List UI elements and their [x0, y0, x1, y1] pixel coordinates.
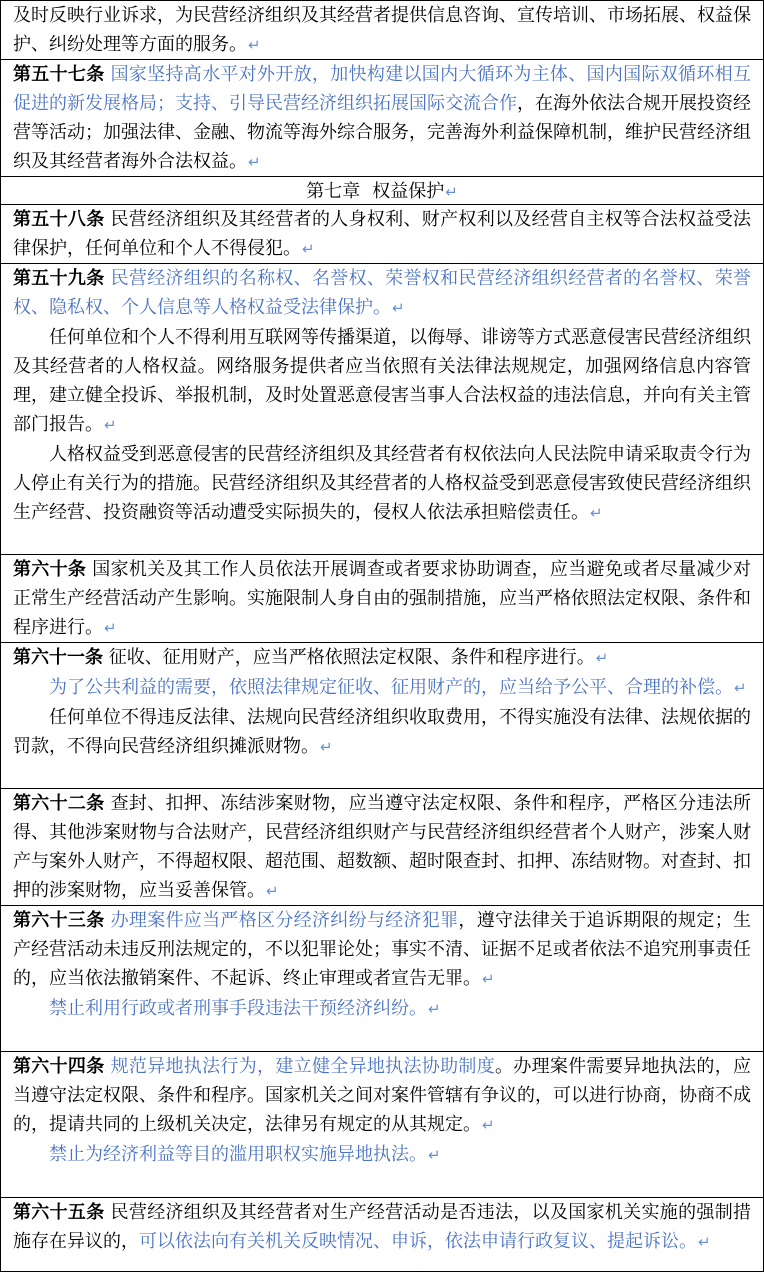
- paragraph: [13, 440, 751, 528]
- paragraph: [13, 906, 751, 994]
- body-text: 任何单位和个人不得利用互联网等传播渠道，以侮辱、诽谤等方式恶意侵害民营经济组织及其经营者的人格权益。网络服务提供者应当依照有关法律法规规定，加强网络信息内容管理，建立健全投诉、举报机制，及时处置恶意侵害当事人合法权益的违法信息，并向有关主管部门报告。: [13, 327, 751, 435]
- body-text: 国家机关及其工作人员依法开展调查或者要求协助调查，应当避免或者尽量减少对正常生产经营活动产生影响。实施限制人身自由的强制措施，应当严格依照法定权限、条件和程序进行。: [13, 559, 752, 638]
- article-number: 第六十四条: [13, 1056, 105, 1077]
- paragraph: [13, 789, 751, 906]
- body-text: ，遵守法律关于追诉期限的规定；生产经营活动未违反刑法规定的，不以犯罪论处；事实不清、证据不足或者依法不追究刑事责任的，应当依法撤销案件、不起诉、终止审理或者宣告无罪。: [13, 910, 752, 989]
- body-text: 征收、征用财产，应当严格依照法定权限、条件和程序进行。: [103, 647, 595, 668]
- highlighted-text: 禁止为经济利益等目的滥用职权实施异地执法。: [49, 1144, 427, 1165]
- paragraph: [13, 555, 751, 643]
- chapter-title: 权益保护: [372, 181, 445, 202]
- paragraph: [13, 1, 751, 60]
- body-text: 任何单位不得违反法律、法规向民营经济组织收取费用，不得实施没有法律、法规依据的罚款，不得向民营经济组织摊派财物。: [13, 707, 751, 757]
- paragraph: [13, 1140, 751, 1170]
- paragraph-mark-icon: ↵: [104, 619, 117, 637]
- paragraph-mark-icon: ↵: [428, 1146, 441, 1164]
- row-5: [1, 555, 763, 643]
- paragraph: [13, 994, 751, 1024]
- paragraph: [13, 1052, 751, 1140]
- highlighted-text: 规范异地执法行为，建立健全异地执法协助制度: [110, 1056, 496, 1077]
- body-text: 民营经济组织及其经营者对生产经营活动是否违法，以及国家机关实施的强制措施存在异议的，: [13, 1202, 752, 1252]
- paragraph-mark-icon: ↵: [302, 240, 315, 258]
- row-4: [1, 264, 763, 555]
- body-text: 人格权益受到恶意侵害的民营经济组织及其经营者有权依法向人民法院申请采取责令行为人停止有关行为的措施。民营经济组织及其经营者的人格权益受到恶意侵害致使民营经济组织生产经营、投资融资等活动遭受实际损失的，侵权人依法承担赔偿责任。: [13, 444, 751, 523]
- paragraph-mark-icon: ↵: [734, 679, 747, 697]
- paragraph: [13, 643, 751, 673]
- paragraph-mark-icon: ↵: [104, 416, 117, 434]
- row-6: [1, 643, 763, 789]
- paragraph: [13, 60, 751, 177]
- article-number: 第六十一条: [13, 647, 103, 668]
- paragraph-mark-icon: ↵: [482, 1116, 495, 1134]
- paragraph-mark-icon: ↵: [248, 36, 261, 54]
- highlighted-text: 民营经济组织的名称权、名誉权、荣誉权和民营经济组织经营者的名誉权、荣誉权、隐私权、个人信息等人格权益受法律保护。: [13, 268, 752, 318]
- row-7: [1, 789, 763, 906]
- row-1: [1, 60, 763, 177]
- highlighted-text: 办理案件应当严格区分经济纠纷与经济犯罪: [110, 910, 459, 931]
- paragraph-mark-icon: ↵: [266, 882, 279, 900]
- chapter-title: 第七章: [306, 181, 361, 202]
- row-8: [1, 906, 763, 1052]
- row-9: [1, 1052, 763, 1198]
- row-10: [1, 1198, 763, 1269]
- paragraph-mark-icon: ↵: [428, 1000, 441, 1018]
- article-number: 第六十五条: [13, 1202, 105, 1223]
- paragraph-mark-icon: ↵: [320, 738, 333, 756]
- paragraph: [13, 205, 751, 264]
- paragraph: [13, 264, 751, 323]
- paragraph: [13, 177, 751, 205]
- highlighted-text: 为了公共利益的需要，依照法律规定征收、征用财产的，应当给予公平、合理的补偿。: [49, 677, 733, 698]
- body-text: 及时反映行业诉求，为民营经济组织及其经营者提供信息咨询、宣传培训、市场拓展、权益保护、纠纷处理等方面的服务。: [13, 5, 751, 55]
- paragraph: [13, 323, 751, 440]
- paragraph-mark-icon: ↵: [248, 153, 261, 171]
- row-0: [1, 1, 763, 60]
- body-text: 。办理案件需要异地执法的，应当遵守法定权限、条件和程序。国家机关之间对案件管辖有争议的，可以进行协商，协商不成的，提请共同的上级机关决定，法律另有规定的从其规定。: [13, 1056, 752, 1135]
- body-text: 民营经济组织及其经营者的人身权利、财产权利以及经营自主权等合法权益受法律保护，任何单位和个人不得侵犯。: [13, 209, 752, 259]
- body-text: ，在海外依法合规开展投资经营等活动；加强法律、金融、物流等海外综合服务，完善海外利益保障机制，维护民营经济组织及其经营者海外合法权益。: [13, 93, 751, 172]
- paragraph-mark-icon: ↵: [392, 299, 405, 317]
- article-number: 第五十八条: [13, 209, 105, 230]
- paragraph-mark-icon: ↵: [590, 504, 603, 522]
- paragraph: [13, 673, 751, 703]
- article-number: 第五十九条: [13, 268, 105, 289]
- paragraph-mark-icon: ↵: [482, 970, 495, 988]
- row-3: [1, 205, 763, 264]
- highlighted-text: 国家坚持高水平对外开放，加快构建以国内大循环为主体、国内国际双循环相互促进的新发展格局；支持、引导民营经济组织拓展国际交流合作: [13, 64, 752, 114]
- highlighted-text: 禁止利用行政或者刑事手段违法干预经济纠纷。: [49, 998, 427, 1019]
- body-text: 查封、扣押、冻结涉案财物，应当遵守法定权限、条件和程序，严格区分违法所得、其他涉案财物与合法财产，民营经济组织财产与民营经济组织经营者个人财产，涉案人财产与案外人财产，不得超权限、超范围、超数额、超时限查封、扣押、冻结财物。对查封、扣押的涉案财物，应当妥善保管。: [13, 793, 752, 901]
- paragraph-mark-icon: ↵: [698, 1233, 711, 1251]
- article-number: 第六十二条: [13, 793, 105, 814]
- highlighted-text: 可以依法向有关机关反映情况、申诉，依法申请行政复议、提起诉讼。: [139, 1231, 697, 1252]
- row-2: [1, 177, 763, 205]
- paragraph-mark-icon: ↵: [445, 183, 458, 201]
- article-number: 第六十条: [13, 559, 87, 580]
- paragraph: [13, 1198, 751, 1257]
- paragraph: [13, 703, 751, 762]
- paragraph-mark-icon: ↵: [595, 649, 609, 667]
- article-number: 第五十七条: [13, 64, 105, 85]
- article-number: 第六十三条: [13, 910, 105, 931]
